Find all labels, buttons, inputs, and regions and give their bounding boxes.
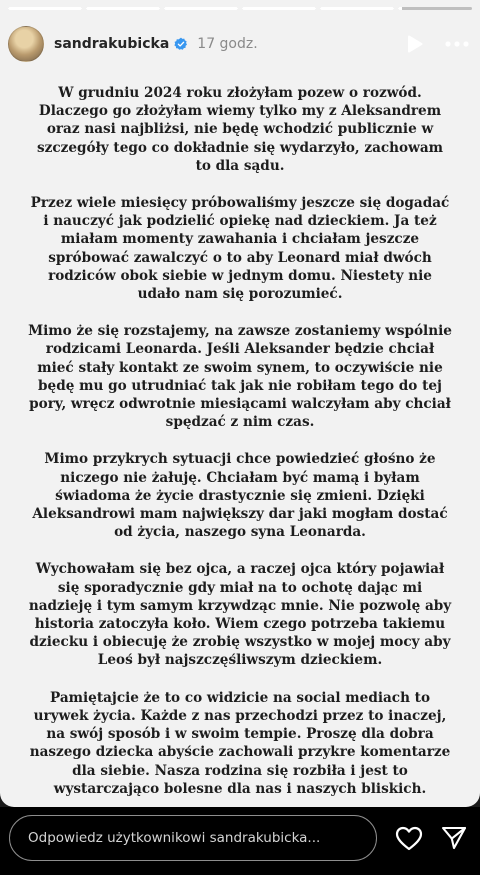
story-header	[8, 24, 470, 64]
reply-input[interactable]	[9, 815, 377, 861]
like-button[interactable]	[394, 824, 424, 852]
story-paragraph: Przez wiele miesięcy próbowaliśmy jeszcze się dogadać i nauczyć jak podzielić opiekę nad dzieckiem. Ja też miałam momenty zawahania i chciałam jeszcze spróbować zawalczyć o to aby Leonard miał dwóch rodziców obok siebie w jednym domu. Niestety nie udało nam się porozumieć.	[30, 195, 450, 303]
avatar[interactable]	[8, 26, 44, 62]
send-icon	[441, 826, 467, 850]
more-options-button[interactable]	[444, 31, 470, 57]
progress-segment	[8, 7, 82, 10]
story-paragraph: Pamiętajcie że to co widzicie na social mediach to urywek życia. Każde z nas przechodzi przez to inaczej, na swój sposób i w swoim tempie. Proszę dla dobra naszego dziecka abyście zachowali przykre komentarze dla siebie. Nasza rodzina się rozbiła i jest to wystarczająco bolesne dla nas i naszych bliskich.	[29, 689, 451, 797]
post-timestamp: 17 godz.	[197, 36, 258, 52]
username[interactable]: sandrakubicka	[54, 36, 170, 52]
progress-segment	[86, 7, 160, 10]
story-paragraph: W grudniu 2024 roku złożyłam pozew o rozwód. Dlaczego go złożyłam wiemy tylko my z Aleksandrem oraz nasi najbliżsi, nie będę wchodzić publicznie w szczegóły tego co dokładnie się wydarzyło, zachowam to dla sądu.	[36, 85, 444, 174]
story-text	[28, 84, 452, 807]
play-icon	[407, 35, 423, 53]
progress-segment	[320, 7, 394, 10]
heart-icon	[395, 826, 423, 851]
story-footer	[0, 807, 480, 875]
progress-segment	[164, 7, 238, 10]
send-button[interactable]	[439, 824, 469, 852]
story-paragraph: Mimo przykrych sytuacji chce powiedzieć głośno że niczego nie żałuję. Chciałam być mamą i byłam świadoma że życie drastycznie się zmieni. Dzięki Aleksandrowi mam największy dar jaki mogłam dostać od życia, naszego syna Leonarda.	[32, 451, 448, 541]
more-icon	[445, 41, 469, 47]
story-progress-bar	[8, 7, 472, 10]
progress-segment	[242, 7, 316, 10]
verified-badge-icon	[174, 37, 188, 51]
progress-segment-current	[398, 7, 472, 10]
play-button[interactable]	[402, 31, 428, 57]
story-paragraph: Mimo że się rozstajemy, na zawsze zostaniemy wspólnie rodzicami Leonarda. Jeśli Aleksander będzie chciał mieć stały kontakt ze swoim synem, to oczywiście nie będę mu go utrudniać tak jak nie robiłam tego do tej pory, wręcz odwrotnie miesiącami walczyłam aby chciał spędzać z nim czas.	[28, 323, 452, 431]
story-paragraph: Wychowałam się bez ojca, a raczej ojca który pojawiał się sporadycznie gdy miał na to ochotę dając mi nadzieję i tym samym krzywdząc mnie. Nie pozwolę aby historia zatoczyła koło. Wiem czego potrzeba takiemu dziecku i obiecuję że zrobię wszystko w mojej mocy aby Leoś był najszczęśliwszym dzieckiem.	[28, 561, 452, 669]
